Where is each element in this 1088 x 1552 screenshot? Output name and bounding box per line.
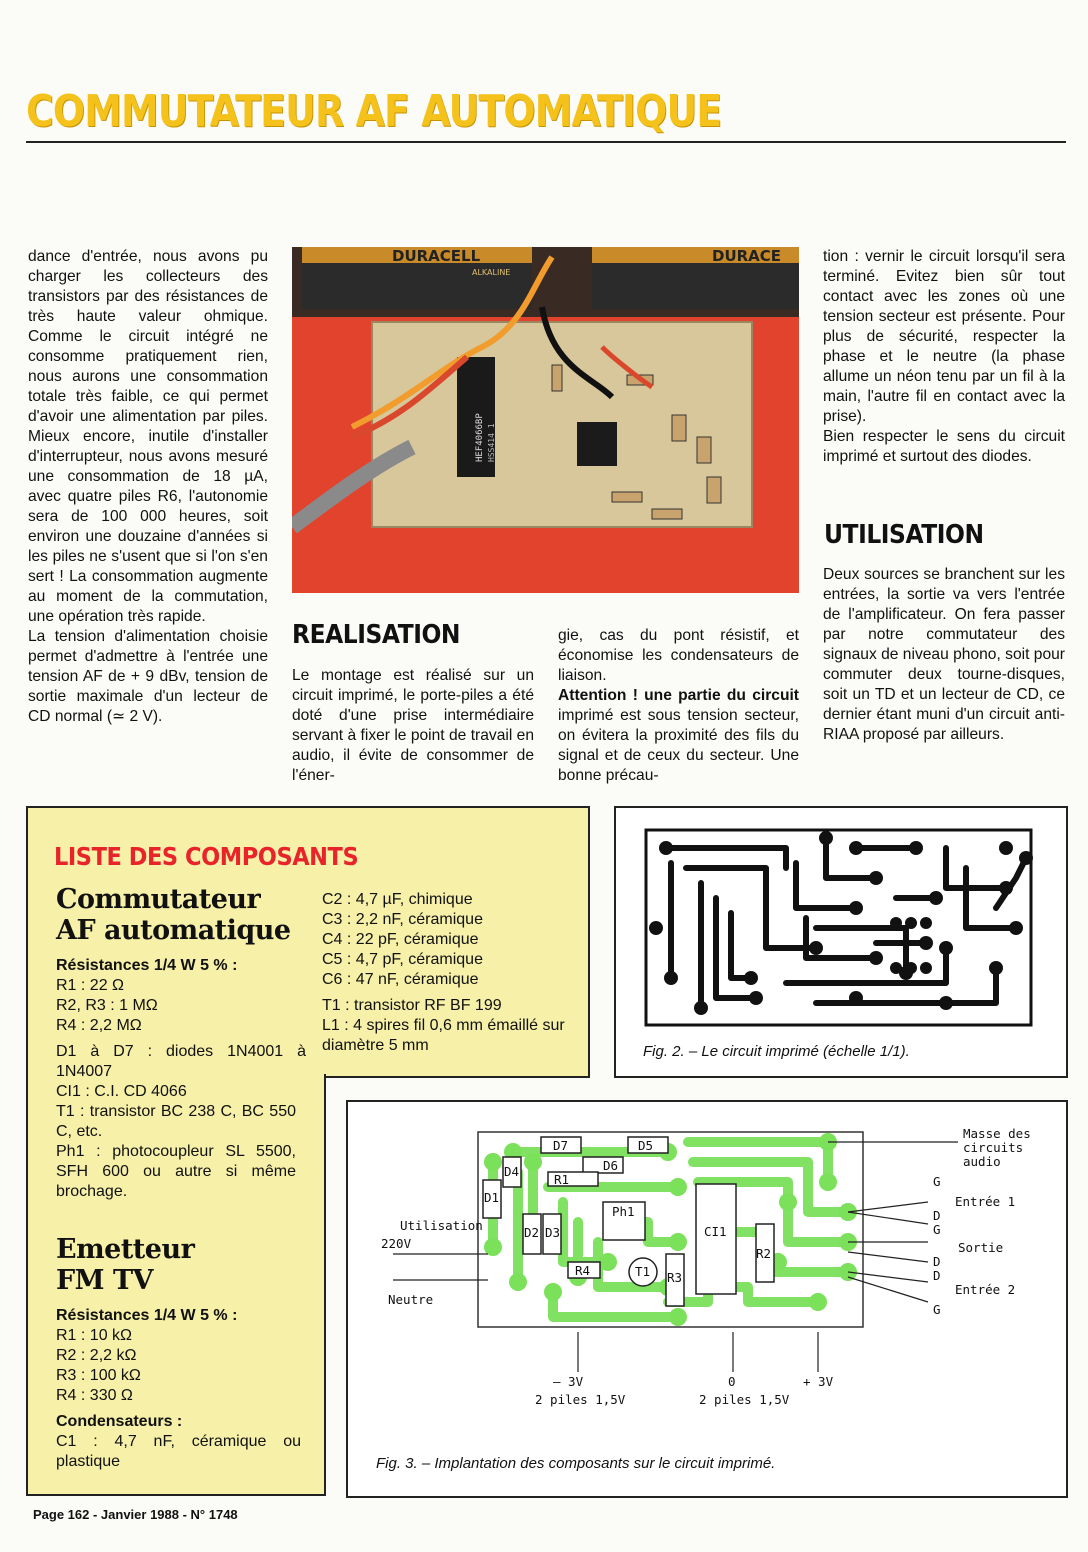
paragraph: imprimé est sous tension secteur, on évitera la proximité des fils du signal et de ceux du secteur. Une bonne précau- [558, 707, 799, 784]
parts-item: R2 : 2,2 kΩ [56, 1347, 137, 1364]
parts-section-title: Emetteur [56, 1234, 195, 1265]
label-220v: 220V [381, 1236, 412, 1251]
component-label: R2 [756, 1246, 772, 1261]
parts-section-title: AF automatique [56, 915, 291, 946]
parts-item: T1 : transistor BC 238 C, BC 550 C, etc. [56, 1103, 296, 1140]
parts-item: T1 : transistor RF BF 199 [322, 997, 502, 1014]
parts-subheading: Résistances 1/4 W 5 % : [56, 957, 238, 974]
paragraph: dance d'entrée, nous avons pu charger les collecteurs des transistors par des résistances de très haute valeur ohmique. Comme le circuit intégré ne consomme pratiquement rien, nous aurons une consommation totale très faible, ce qui permet d'avoir une alimentation par piles. Mieux encore, inutile d'installer d'interrupteur, nous avons mesuré une consommation de 18 µA, avec quatre piles R6, l'autonomie sera de 100 000 heures, soit environ une douzaine d'années si les piles ne s'usent que si l'on s'en sert ! La consommation augmente au moment de la commutation, une opération très rapide. [28, 248, 268, 625]
label-g: G [933, 1302, 941, 1317]
page-footer: Page 162 - Janvier 1988 - N° 1748 [33, 1507, 238, 1522]
parts-item: R1 : 10 kΩ [56, 1327, 132, 1344]
component-label: R1 [554, 1172, 570, 1187]
component-label: D5 [638, 1138, 654, 1153]
parts-item: C1 : 4,7 nF, céramique ou plastique [56, 1433, 301, 1470]
parts-item: C6 : 47 nF, céramique [322, 971, 479, 988]
attention-text: Attention ! une partie du circuit [558, 687, 799, 704]
parts-item: L1 : 4 spires fil 0,6 mm émaillé sur diamètre 5 mm [322, 1017, 565, 1054]
article-column-1 [28, 247, 268, 727]
title-rule [26, 141, 1066, 143]
component-layout [348, 1102, 1066, 1496]
parts-item: R4 : 330 Ω [56, 1387, 133, 1404]
article-column-3 [558, 626, 799, 786]
label-piles: 2 piles 1,5V [699, 1392, 790, 1407]
figure-3-box [346, 1100, 1068, 1498]
component-label: R3 [667, 1270, 683, 1285]
component-label: Ph1 [612, 1204, 635, 1219]
label-masse: circuits [963, 1140, 1024, 1155]
label-piles: 2 piles 1,5V [535, 1392, 626, 1407]
paragraph: tion : vernir le circuit lorsqu'il sera terminé. Evitez bien sûr tout contact avec les zones où une tension secteur est présente. Pour plus de sécurité, respecter la phase et le neutre (la phase allume un néon tenu par un fil à la main, l'autre fil en contact avec la prise). [823, 248, 1065, 425]
parts-subheading: Résistances 1/4 W 5 % : [56, 1307, 238, 1324]
parts-item: R3 : 100 kΩ [56, 1367, 141, 1384]
component-label: CI1 [704, 1224, 727, 1239]
component-label: D4 [504, 1164, 520, 1179]
parts-emetteur-continued [322, 890, 572, 1056]
label-d: D [933, 1254, 941, 1269]
label-d: D [933, 1208, 941, 1223]
parts-item: C2 : 4,7 µF, chimique [322, 891, 473, 908]
circuit-photo [292, 247, 799, 593]
section-heading-realisation: REALISATION [292, 620, 461, 650]
component-label: T1 [635, 1264, 651, 1279]
component-label: D1 [484, 1190, 500, 1205]
label-masse: Masse des [963, 1126, 1031, 1141]
battery-label: DURACE [712, 247, 782, 265]
parts-item: D1 à D7 : diodes 1N4001 à 1N4007 [56, 1043, 306, 1080]
paragraph: Bien respecter le sens du circuit imprimé et surtout des diodes. [823, 428, 1065, 465]
pcb-artwork [616, 808, 1066, 1076]
parts-section-title: Commutateur [56, 884, 261, 915]
paragraph: gie, cas du pont résistif, et économise les condensateurs de liaison. [558, 627, 799, 684]
component-label: D3 [545, 1225, 561, 1240]
label-entree-1: Entrée 1 [955, 1194, 1016, 1209]
figure-2-caption: Fig. 2. – Le circuit imprimé (échelle 1/1). [643, 1043, 910, 1060]
label-d: D [933, 1268, 941, 1283]
parts-item: C5 : 4,7 pF, céramique [322, 951, 483, 968]
article-column-4 [823, 247, 1065, 467]
component-label: R4 [575, 1263, 591, 1278]
figure-3-caption: Fig. 3. – Implantation des composants sur le circuit imprimé. [376, 1455, 776, 1472]
label-neutre: Neutre [388, 1292, 434, 1307]
component-label: D2 [524, 1225, 540, 1240]
paragraph: La tension d'alimentation choisie permet d'admettre à l'entrée une tension AF de + 9 dBv, tension de sortie maximale d'un lecteur de CD normal (≃ 2 V). [28, 628, 268, 725]
parts-item: R2, R3 : 1 MΩ [56, 997, 158, 1014]
parts-commutateur [56, 884, 306, 1202]
battery-sublabel: ALKALINE [472, 268, 511, 277]
parts-item: R4 : 2,2 MΩ [56, 1017, 142, 1034]
label-g: G [933, 1222, 941, 1237]
battery-label: DURACELL [392, 247, 481, 265]
parts-item: C3 : 2,2 nF, céramique [322, 911, 483, 928]
label-sortie: Sortie [958, 1240, 1004, 1255]
parts-section-title: FM TV [56, 1265, 153, 1296]
article-column-2 [292, 666, 534, 786]
parts-item: CI1 : C.I. CD 4066 [56, 1083, 187, 1100]
section-heading-utilisation: UTILISATION [824, 520, 984, 550]
label-minus-3v: – 3V [553, 1374, 584, 1389]
parts-item: C4 : 22 pF, céramique [322, 931, 479, 948]
parts-item: Ph1 : photocoupleur SL 5500, SFH 600 ou autre si même brochage. [56, 1143, 296, 1200]
label-zero: 0 [728, 1374, 736, 1389]
label-utilisation: Utilisation [400, 1218, 483, 1233]
label-entree-2: Entrée 2 [955, 1282, 1016, 1297]
label-plus-3v: + 3V [803, 1374, 834, 1389]
figure-2-box [614, 806, 1068, 1078]
circuit-photo-illustration [292, 247, 799, 593]
label-g: G [933, 1174, 941, 1189]
parts-subheading: Condensateurs : [56, 1413, 183, 1430]
paragraph: Deux sources se branchent sur les entrées, la sortie va vers l'entrée de l'amplificateur. On fera passer par notre commutateur des signaux de niveau phono, soit pour commuter deux tourne-disques, soit un TD et un lecteur de CD, ce dernier étant muni d'un circuit anti-RIAA proposé par ailleurs. [823, 566, 1065, 743]
parts-item: R1 : 22 Ω [56, 977, 124, 994]
label-masse: audio [963, 1154, 1001, 1169]
page-title: COMMUTATEUR AF AUTOMATIQUE [26, 86, 722, 137]
paragraph: Le montage est réalisé sur un circuit imprimé, le porte-piles a été doté d'une prise intermédiaire servant à fixer le point de travail en audio, il évite de consommer de l'éner- [292, 667, 534, 784]
parts-emetteur [56, 1234, 301, 1472]
component-label: D6 [603, 1158, 619, 1173]
ic-code: HSS414 1 [487, 423, 496, 462]
component-label: D7 [553, 1138, 569, 1153]
parts-list-title: LISTE DES COMPOSANTS [54, 842, 359, 871]
ic-label: HEF4066BP [475, 413, 485, 462]
article-column-4b [823, 565, 1065, 745]
